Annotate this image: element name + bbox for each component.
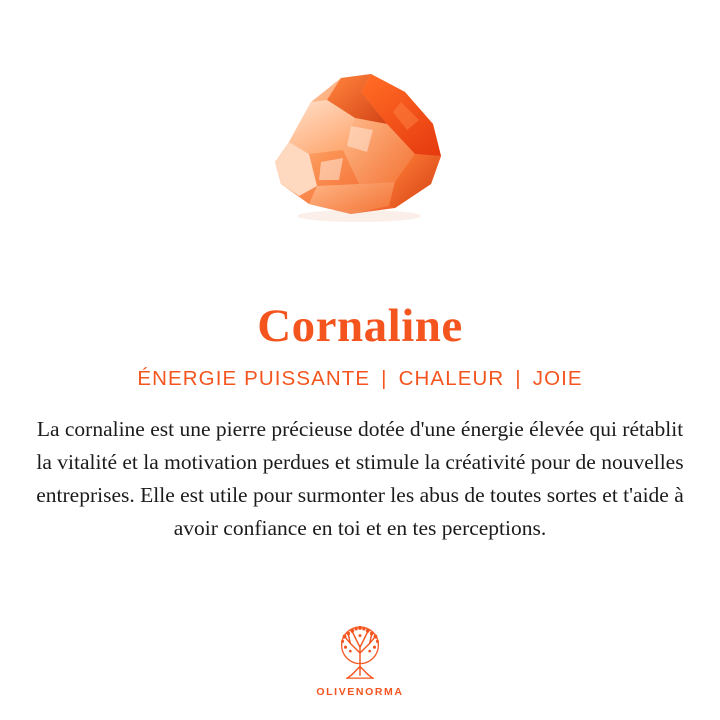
keyword-separator-2: |	[515, 367, 522, 391]
keyword-3: JOIE	[532, 367, 583, 391]
carnelian-stone-image	[255, 58, 465, 223]
keyword-list	[137, 367, 582, 391]
page-title: Cornaline	[257, 300, 463, 352]
stone-image-area	[0, 0, 720, 280]
keyword-separator-1: |	[381, 367, 388, 391]
description-text: La cornaline est une pierre précieuse dotée d'une énergie élevée qui rétablit la vitalité et la motivation perdues et stimule la créativité pour de nouvelles entreprises. Elle est utile pour surmonter les abus de toutes sortes et t'aide à avoir confiance en toi et en tes perceptions.	[36, 417, 684, 541]
keyword-1: ÉNERGIE PUISSANTE	[137, 367, 371, 391]
keyword-2: CHALEUR	[398, 367, 505, 391]
tree-of-life-icon	[329, 624, 391, 682]
brand-logo	[0, 624, 720, 698]
brand-name: OLIVENORMA	[316, 686, 404, 698]
